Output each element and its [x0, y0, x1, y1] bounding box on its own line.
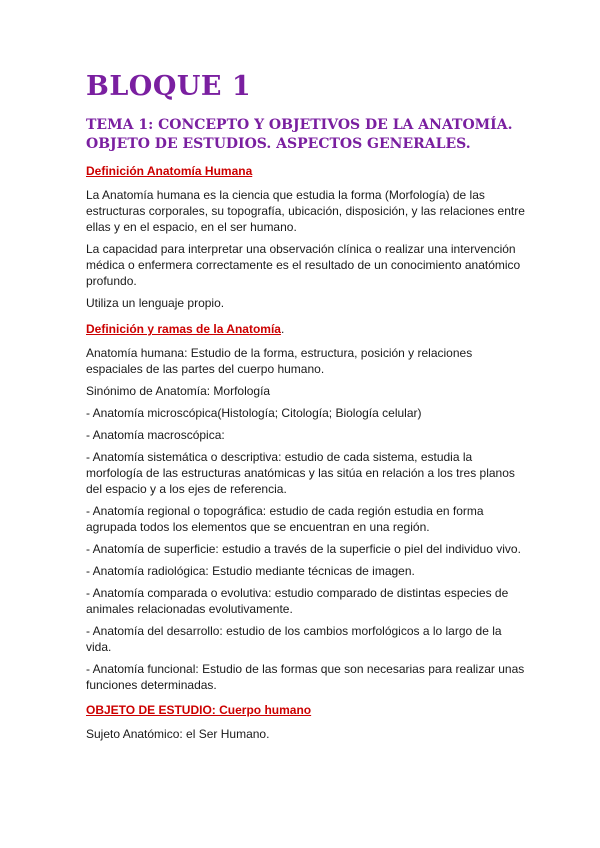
paragraph: - Anatomía del desarrollo: estudio de los cambios morfológicos a lo largo de la vida. [86, 624, 502, 654]
section-heading-text: Definición Anatomía Humana [86, 164, 253, 178]
document-body [86, 162, 526, 742]
topic-heading: TEMA 1: CONCEPTO Y OBJETIVOS DE LA ANATOMÍA. OBJETO DE ESTUDIOS. ASPECTOS GENERALES. [86, 117, 513, 152]
paragraph: - Anatomía funcional: Estudio de las formas que son necesarias para realizar unas funciones determinadas. [86, 662, 525, 692]
section-heading [86, 701, 526, 719]
paragraph: Sujeto Anatómico: el Ser Humano. [86, 727, 270, 741]
paragraph: - Anatomía regional o topográfica: estudio de cada región estudia en forma agrupada todos los elementos que se encuentran en una región. [86, 504, 484, 534]
section-heading-text: Definición y ramas de la Anatomía [86, 322, 281, 336]
section-heading-text: OBJETO DE ESTUDIO: Cuerpo humano [86, 703, 312, 717]
section-heading [86, 162, 526, 180]
paragraph: - Anatomía microscópica(Histología; Citología; Biología celular) [86, 406, 422, 420]
paragraph: - Anatomía de superficie: estudio a través de la superficie o piel del individuo vivo. [86, 542, 521, 556]
paragraph: - Anatomía radiológica: Estudio mediante técnicas de imagen. [86, 564, 415, 578]
paragraph: - Anatomía macroscópica: [86, 428, 225, 442]
paragraph: La capacidad para interpretar una observación clínica o realizar una intervención médica o enfermera correctamente es el resultado de un conocimiento anatómico profundo. [86, 242, 521, 288]
paragraph: Anatomía humana: Estudio de la forma, estructura, posición y relaciones espaciales de las partes del cuerpo humano. [86, 346, 473, 376]
paragraph: - Anatomía sistemática o descriptiva: estudio de cada sistema, estudia la morfología de las estructuras anatómicas y las sitúa en relación a los tres planos del espacio y a los ejes de referencia. [86, 450, 515, 496]
section-heading-punctuation: . [280, 322, 285, 336]
page-title: BLOQUE 1 [86, 71, 252, 102]
paragraph: La Anatomía humana es la ciencia que estudia la forma (Morfología) de las estructuras corporales, su topografía, ubicación, disposición, y las relaciones entre ellas y en el espacio, en el ser humano. [86, 188, 525, 234]
document-page [86, 70, 526, 748]
paragraph: Sinónimo de Anatomía: Morfología [86, 384, 271, 398]
paragraph: - Anatomía comparada o evolutiva: estudio comparado de distintas especies de animales relacionadas evolutivamente. [86, 586, 509, 616]
paragraph: Utiliza un lenguaje propio. [86, 296, 225, 310]
section-heading [86, 320, 526, 338]
